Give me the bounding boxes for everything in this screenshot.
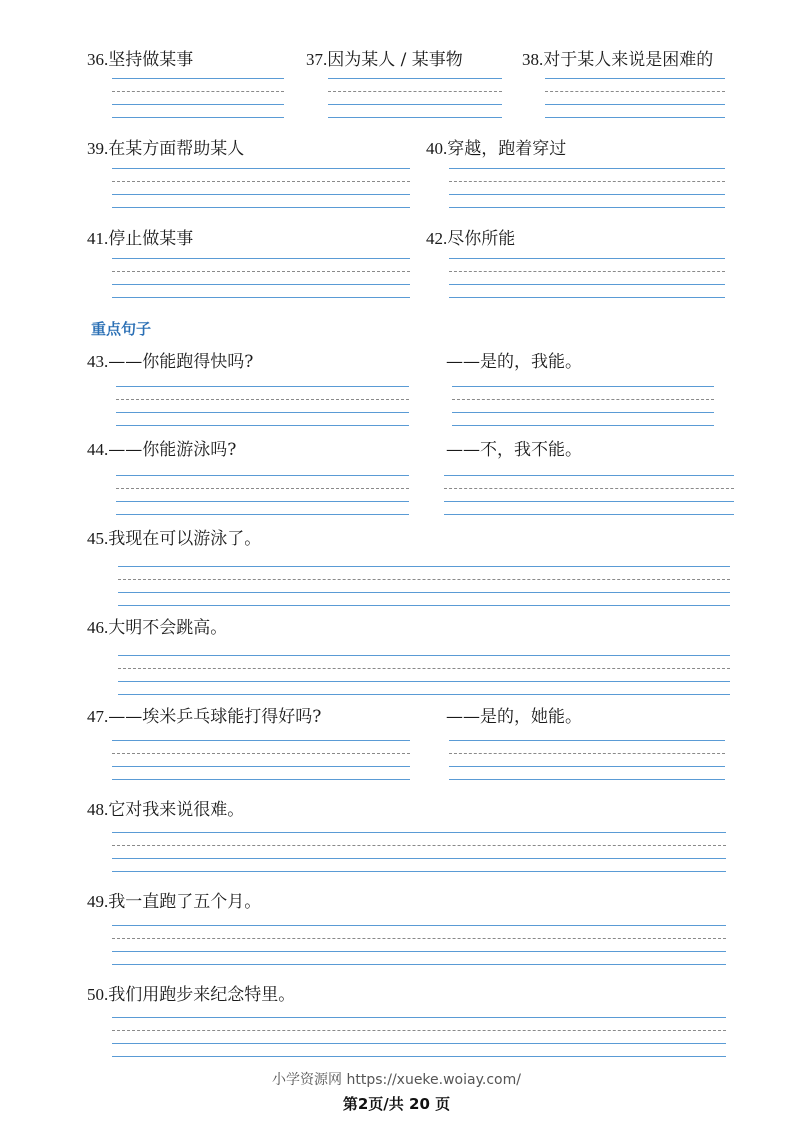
writing-lines-43b[interactable] [452, 386, 714, 428]
prompt-40: 40.穿越，跑着穿过 [426, 139, 567, 159]
writing-lines-44b[interactable] [444, 475, 734, 517]
prompt-42: 42.尽你所能 [426, 229, 516, 249]
prompt-50: 50.我们用跑步来纪念特里。 [87, 985, 296, 1005]
prompt-48: 48.它对我来说很难。 [87, 800, 245, 820]
writing-lines-42[interactable] [449, 258, 725, 300]
writing-lines-48[interactable] [112, 832, 726, 874]
prompt-44: 44.——你能游泳吗? [87, 440, 237, 460]
writing-lines-43a[interactable] [116, 386, 409, 428]
page-number: 第2页/共 20 页 [342, 1095, 451, 1113]
prompt-41: 41.停止做某事 [87, 229, 194, 249]
prompt-38: 38.对于某人来说是困难的 [522, 50, 714, 70]
writing-lines-39[interactable] [112, 168, 410, 210]
writing-lines-47a[interactable] [112, 740, 410, 782]
prompt-46: 46.大明不会跳高。 [87, 618, 228, 638]
writing-lines-44a[interactable] [116, 475, 409, 517]
prompt-43: 43.——你能跑得快吗? [87, 352, 254, 372]
prompt-37: 37.因为某人 / 某事物 [306, 50, 463, 70]
writing-lines-37[interactable] [328, 78, 502, 120]
reply-43: ——是的，我能。 [446, 352, 582, 372]
writing-lines-46[interactable] [118, 655, 730, 697]
writing-lines-50[interactable] [112, 1017, 726, 1059]
writing-lines-38[interactable] [545, 78, 725, 120]
writing-lines-41[interactable] [112, 258, 410, 300]
writing-lines-40[interactable] [449, 168, 725, 210]
prompt-36: 36.坚持做某事 [87, 50, 194, 70]
writing-lines-49[interactable] [112, 925, 726, 967]
writing-lines-45[interactable] [118, 566, 730, 608]
writing-lines-47b[interactable] [449, 740, 725, 782]
prompt-49: 49.我一直跑了五个月。 [87, 892, 262, 912]
prompt-45: 45.我现在可以游泳了。 [87, 529, 262, 549]
footer-site-url: 小学资源网 https://xueke.woiay.com/ [272, 1072, 521, 1088]
section-heading: 重点句子 [91, 320, 152, 338]
prompt-39: 39.在某方面帮助某人 [87, 139, 245, 159]
prompt-47: 47.——埃米乒乓球能打得好吗? [87, 707, 322, 727]
writing-lines-36[interactable] [112, 78, 284, 120]
reply-47: ——是的，她能。 [446, 707, 582, 727]
reply-44: ——不，我不能。 [446, 440, 582, 460]
